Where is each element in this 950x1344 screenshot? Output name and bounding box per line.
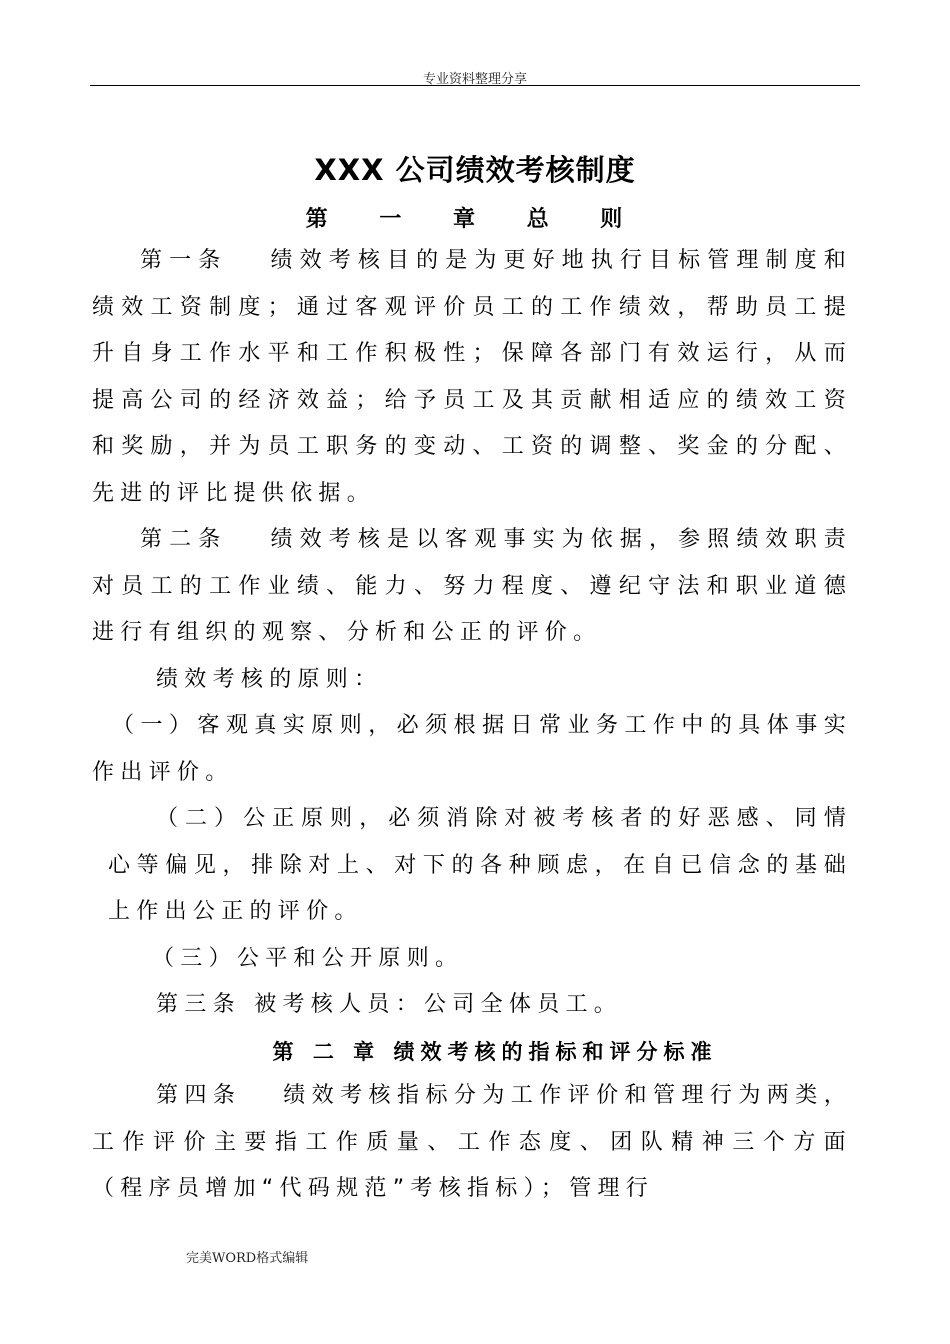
principle-2: （二）公正原则，必须消除对被考核者的好恶感、同情心等偏见，排除对上、对下的各种顾虑，在自已信念的基础上作出公正的评价。 [108,806,852,924]
page-footer: 完美WORD格式编辑 [186,1251,309,1266]
article-4: 第四条 绩效考核指标分为工作评价和管理行为两类，工作评价主要指工作质量、工作态度、团队精神三个方面（程序员增加“代码规范”考核指标）；管理行 [92,1083,852,1201]
article-1: 第一条 绩效考核目的是为更好地执行目标管理制度和绩效工资制度；通过客观评价员工的工作绩效，帮助员工提升自身工作水平和工作积极性；保障各部门有效运行，从而提高公司的经济效益；给予员工及其贡献相适应的绩效工资和奖励，并为员工职务的变动、工资的调整、奖金的分配、先进的评比提供依据。 [92,248,852,506]
principle-3: （三）公平和公开原则。 [152,945,464,971]
article-2: 第二条 绩效考核是以客观事实为依据，参照绩效职责对员工的工作业绩、能力、努力程度、遵纪守法和职业道德进行有组织的观察、分析和公正的评价。 [92,527,852,645]
chapter-2-heading: 第 二 章 绩效考核的指标和评分标准 [272,1040,718,1064]
principles-intro: 绩效考核的原则： [156,666,383,692]
document-title: XXX 公司绩效考核制度 [314,153,636,187]
article-3: 第三条 被考核人员：公司全体员工。 [156,992,623,1017]
header-rule [90,85,860,86]
page-header: 专业资料整理分享 [422,72,527,87]
chapter-2-body [92,1073,852,1213]
principle-1: （一）客观真实原则，必须根据日常业务工作中的具体事实作出评价。 [92,713,852,785]
chapter-1-heading: 第 一 章 总 则 [305,207,645,232]
chapter-1-body [92,238,852,1029]
